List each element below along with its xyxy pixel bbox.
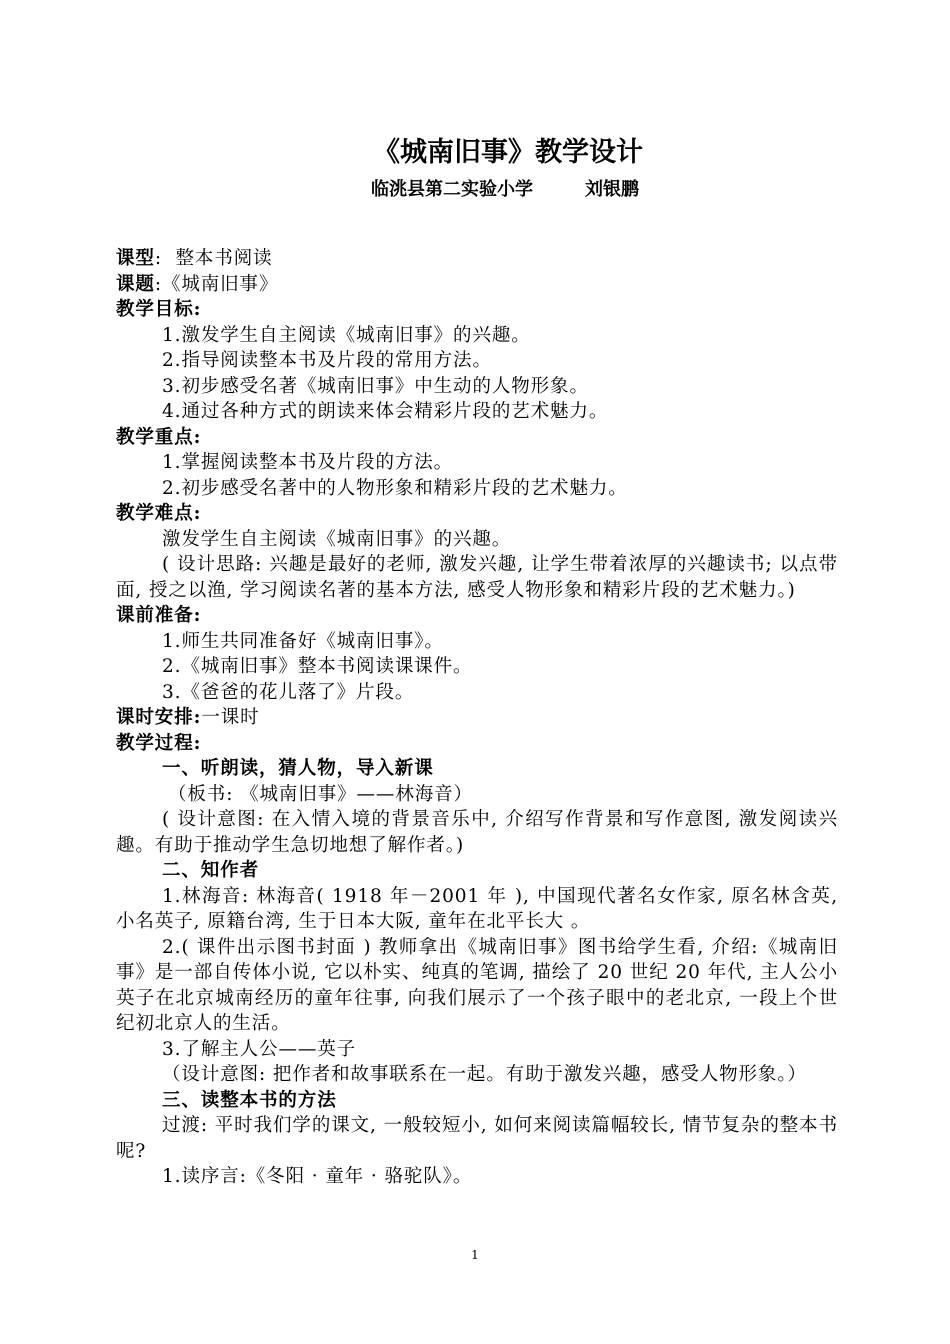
preparation-heading: 课前准备: [116,605,202,626]
school-name: 临洮县第二实验小学 [371,179,533,200]
preparation-item: 3.《爸爸的花儿落了》片段。 [162,681,415,703]
objectives-heading: 教学目标: [116,299,202,320]
section-3-title: 三、读整本书的方法 [162,1089,337,1111]
section-1-title: 一、听朗读，猜人物，导入新课 [162,758,434,779]
schedule-line [116,705,838,731]
document-title: 《城南旧事》教学设计 [373,137,643,168]
lesson-type-line: 课型: 整本书阅读 [116,248,273,269]
objective-item: 1.激发学生自主阅读《城南旧事》的兴趣。 [162,324,531,346]
lesson-topic-label: 课题 [116,273,155,295]
author-line [0,175,950,201]
key-points-heading: 教学重点: [116,426,202,448]
difficulties-text: 激发学生自主阅读《城南旧事》的兴趣。 [162,528,512,550]
preparation-item: 2.《城南旧事》整本书阅读课课件。 [162,656,473,677]
section-3-transition: 过渡: 平时我们学的课文, 一般较短小, 如何来阅读篇幅较长, 情节复杂的整本书呢? [116,1115,838,1162]
section-2-paragraph: 3.了解主人公——英子 [162,1038,357,1060]
section-1-note: ( 设计意图: 在入情入境的背景音乐中, 介绍写作背景和写作意图, 激发阅读兴趣。有助于推动学生急切地想了解作者。) [116,809,838,856]
objective-item: 3.初步感受名著《城南旧事》中生动的人物形象。 [162,375,589,397]
lesson-type-label: 课型 [116,248,155,269]
schedule-value: 一课时 [201,707,260,728]
difficulties-heading: 教学难点: [116,503,202,524]
process-heading: 教学过程: [116,732,202,754]
page-number: 1 [471,1248,479,1262]
section-1-board: （板书: 《城南旧事》——林海音） [168,783,473,805]
lesson-topic-line: 课题:《城南旧事》 [116,273,279,295]
key-point-item: 1.掌握阅读整本书及片段的方法。 [162,452,454,473]
lesson-type-value: 整本书阅读 [175,248,273,269]
section-2-paragraph: 2.( 课件出示图书封面 ) 教师拿出《城南旧事》图书给学生看, 介绍:《城南旧事》是一部自传体小说, 它以朴实、纯真的笔调, 描绘了 20 世纪 20 年代, 主人公小英子在北京城南经历的童年往事, 向我们展示了一个孩子眼中的老北京, 一段上个世纪初北京人的生活。 [116,936,838,1034]
preparation-item: 1.师生共同准备好《城南旧事》。 [162,630,444,652]
difficulties-design-note: ( 设计思路: 兴趣是最好的老师, 激发兴趣, 让学生带着浓厚的兴趣读书; 以点带面, 授之以渔, 学习阅读名著的基本方法, 感受人物形象和精彩片段的艺术魅力。) [116,554,838,601]
author-name: 刘银鹏 [585,179,639,200]
document-body [116,246,838,1190]
objective-item: 2.指导阅读整本书及片段的常用方法。 [162,350,492,371]
key-point-item: 2.初步感受名著中的人物形象和精彩片段的艺术魅力。 [162,477,628,499]
objective-item: 4.通过各种方式的朗读来体会精彩片段的艺术魅力。 [162,401,609,422]
section-2-note: （设计意图: 把作者和故事联系在一起。有助于激发兴趣，感受人物形象。） [162,1064,807,1085]
section-2-title: 二、知作者 [162,860,260,881]
section-3-item: 1.读序言:《冬阳 · 童年 · 骆驼队》。 [162,1166,473,1187]
lesson-topic-value: 《城南旧事》 [161,273,279,295]
section-2-paragraph: 1.林海音: 林海音( 1918 年－2001 年 ), 中国现代著名女作家, 原名林含英, 小名英子, 原籍台湾, 生于日本大阪, 童年在北平长大 。 [116,885,838,932]
schedule-label: 课时安排: [116,707,202,728]
